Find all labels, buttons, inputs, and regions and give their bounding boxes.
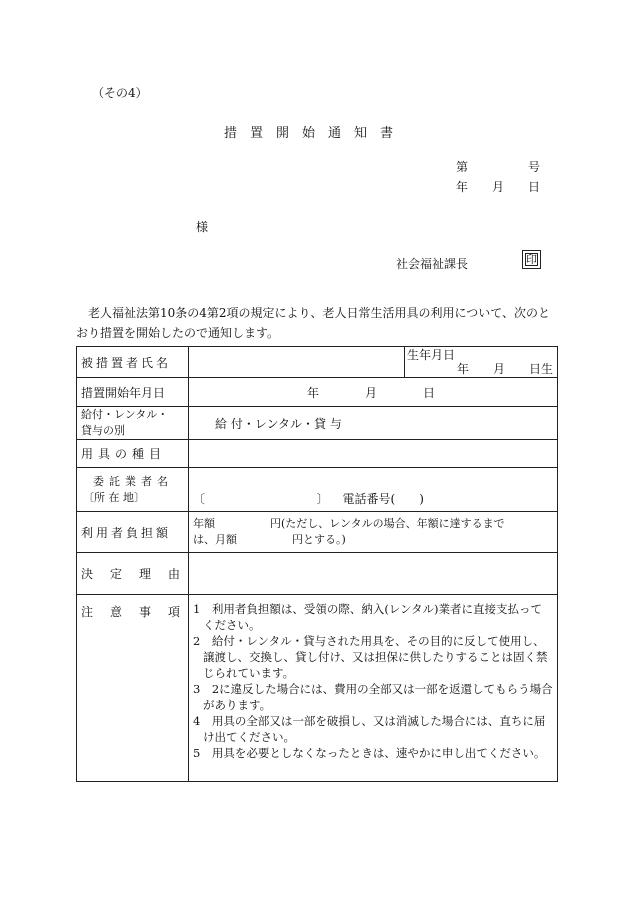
contractor-bracket-close: 〕 xyxy=(316,492,329,506)
table-row xyxy=(77,468,558,512)
item-type-label: 用具の種目 xyxy=(77,440,189,468)
date-month-label: 月 xyxy=(492,180,505,194)
burden-label: 利用者負担額 xyxy=(77,512,189,553)
birth-date-label: 生年月日 xyxy=(407,348,456,362)
table-row xyxy=(77,440,558,468)
decision-reason-label xyxy=(77,553,189,595)
contractor-label-line1: 委託業者名 xyxy=(93,474,173,488)
document-number-prefix: 第 xyxy=(456,160,469,174)
start-day-label: 日 xyxy=(423,385,436,400)
name-label: 被措置者氏名 xyxy=(77,347,189,378)
issuer-title: 社会福祉課長 xyxy=(396,257,469,271)
table-row xyxy=(77,595,558,782)
burden-value xyxy=(189,512,558,553)
start-date-value xyxy=(189,378,558,407)
item-type-value xyxy=(189,440,558,468)
decision-reason-label-text: 決 定 理 由 xyxy=(81,567,180,581)
supply-type-value: 給 付・レンタル・貸 与 xyxy=(189,407,558,440)
body-paragraph: 老人福祉法第10条の4第2項の規定により、老人日常生活用具の利用について、次のとおり措置を開始したので通知します。 xyxy=(76,306,551,340)
list-item: 4 用具の全部又は一部を破損し、又は消滅した場合には、直ちに届け出てください。 xyxy=(193,714,546,744)
date-day-label: 日 xyxy=(528,180,541,194)
table-row xyxy=(77,347,558,378)
notes-label-text: 注 意 事 項 xyxy=(81,605,180,619)
decision-reason-value xyxy=(189,553,558,595)
document-title: 措置開始通知書 xyxy=(223,126,406,141)
burden-line-1: 年額 円(ただし、レンタルの場合、年額に達するまで xyxy=(193,517,505,530)
table-row xyxy=(77,553,558,595)
list-item: 5 用具を必要としなくなったときは、速やかに申し出てください。 xyxy=(193,746,546,760)
list-item: 3 2に違反した場合には、費用の全部又は一部を返還してもらう場合があります。 xyxy=(193,682,553,712)
notes-list xyxy=(189,595,558,782)
contractor-label-line2: 〔所 在 地〕 xyxy=(83,490,145,504)
date-year-label: 年 xyxy=(456,180,469,194)
notice-table xyxy=(76,346,558,782)
contractor-phone: 電話番号( ) xyxy=(342,492,424,506)
table-row xyxy=(77,407,558,440)
list-item: 1 利用者負担額は、受領の際、納入(レンタル)業者に直接支払ってください。 xyxy=(193,602,543,632)
document-number-suffix: 号 xyxy=(528,160,541,174)
list-item: 2 給付・レンタル・貸与された用具を、その目的に反して使用し、譲渡し、交換し、貸し付け、又は担保に供したりすることは固く禁じられています。 xyxy=(193,634,548,680)
addressee-honorific: 様 xyxy=(196,220,209,234)
birth-day-label: 日生 xyxy=(528,362,553,376)
birth-date-cell xyxy=(405,347,558,378)
birth-month-label: 月 xyxy=(492,362,505,376)
start-month-label: 月 xyxy=(365,385,378,400)
start-date-label: 措置開始年月日 xyxy=(77,378,189,407)
start-year-label: 年 xyxy=(307,385,320,400)
seal-stamp: 印 xyxy=(522,250,541,269)
birth-year-label: 年 xyxy=(456,362,469,376)
supply-type-label-line2: 貸与の別 xyxy=(81,424,125,437)
table-row xyxy=(77,378,558,407)
notes-label xyxy=(77,595,189,782)
form-number: （その4） xyxy=(92,86,148,100)
burden-line-2: は、月額 円とする。) xyxy=(193,533,346,546)
supply-type-label-line1: 給付・レンタル・ xyxy=(81,408,169,421)
supply-type-label xyxy=(77,407,189,440)
table-row xyxy=(77,512,558,553)
contractor-value xyxy=(189,468,558,512)
contractor-bracket-open: 〔 xyxy=(193,492,206,506)
name-value xyxy=(189,347,405,378)
contractor-label xyxy=(77,468,189,512)
